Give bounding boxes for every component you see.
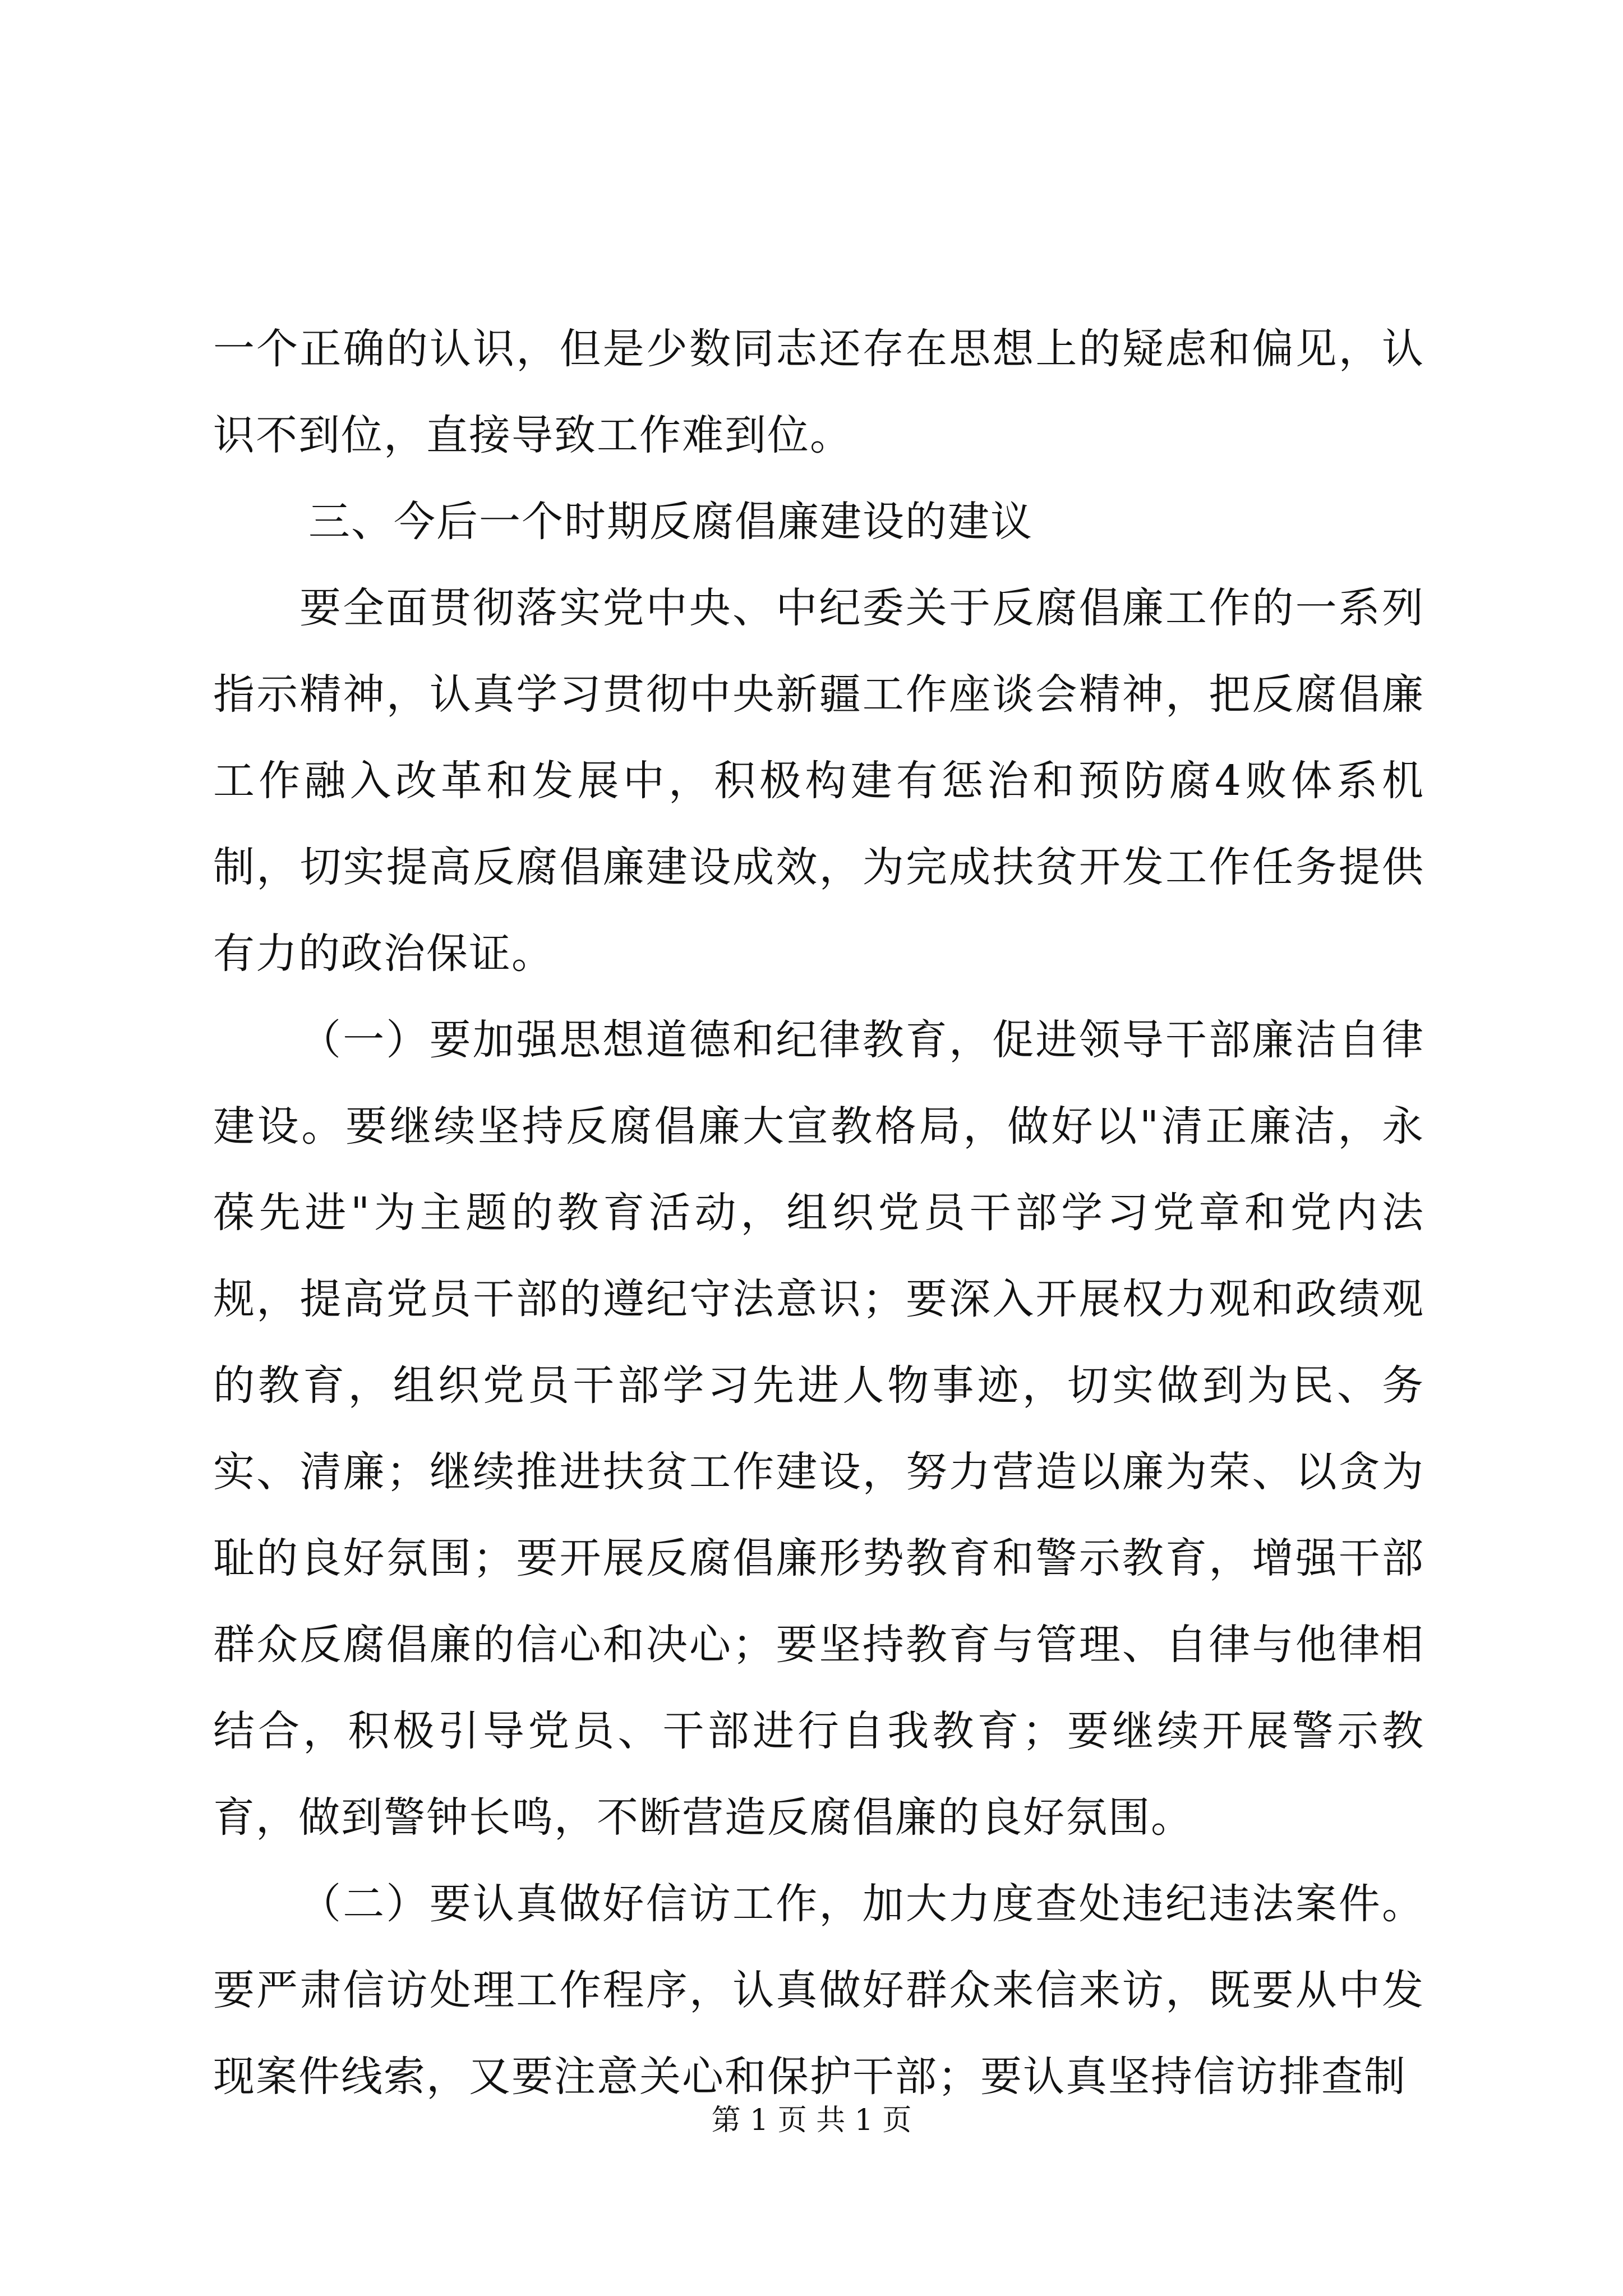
page-footer: 第 1 页 共 1 页 <box>711 2104 912 2137</box>
paragraph-continuation: 一个正确的认识，但是少数同志还存在思想上的疑虑和偏见，认识不到位，直接导致工作难到位。 <box>213 325 1424 459</box>
paragraph-point-one: （一）要加强思想道德和纪律教育，促进领导干部廉洁自律建设。要继续坚持反腐倡廉大宣教格局，做好以"清正廉洁，永葆先进"为主题的教育活动，组织党员干部学习党章和党内法规，提高党员干部的遵纪守法意识；要深入开展权力观和政绩观的教育，组织党员干部学习先进人物事迹，切实做到为民、务实、清廉；继续推进扶贫工作建设，努力营造以廉为荣、以贪为耻的良好氛围；要开展反腐倡廉形势教育和警示教育，增强干部群众反腐倡廉的信心和决心；要坚持教育与管理、自律与他律相结合，积极引导党员、干部进行自我教育；要继续开展警示教育，做到警钟长鸣，不断营造反腐倡廉的良好氛围。 <box>213 1016 1424 1842</box>
section-heading: 三、今后一个时期反腐倡廉建设的建议 <box>308 498 1033 546</box>
document-body <box>213 306 1424 2120</box>
paragraph-intro: 要全面贯彻落实党中央、中纪委关于反腐倡廉工作的一系列指示精神，认真学习贯彻中央新疆工作座谈会精神，把反腐倡廉工作融入改革和发展中，积极构建有惩治和预防腐4败体系机制，切实提高反腐倡廉建设成效，为完成扶贫开发工作任务提供有力的政治保证。 <box>213 584 1424 978</box>
paragraph-point-two: （二）要认真做好信访工作，加大力度查处违纪违法案件。要严肃信访处理工作程序，认真做好群众来信来访，既要从中发现案件线索，又要注意关心和保护干部；要认真坚持信访排查制 <box>213 1880 1424 2101</box>
